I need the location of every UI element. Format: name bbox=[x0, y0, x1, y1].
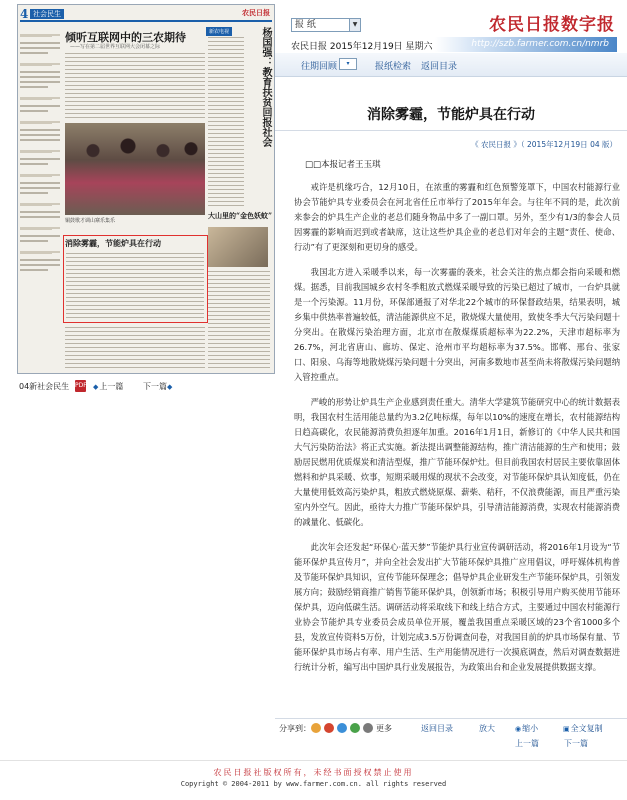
article-source: 《 农民日报 》（ 2015年12月19日 04 版） bbox=[471, 140, 617, 149]
diamond-icon: ◆ bbox=[93, 383, 99, 391]
search-type-select[interactable] bbox=[291, 18, 361, 32]
page-vertical-title[interactable]: 杨国强：教育扶贫回报社会 bbox=[260, 27, 271, 147]
article-pager bbox=[275, 736, 627, 750]
calendar-icon[interactable]: ▾ bbox=[339, 58, 357, 70]
catalog-link[interactable]: 返回目录 bbox=[421, 62, 458, 72]
page-article-text[interactable] bbox=[65, 53, 205, 119]
article-paragraph: 戒许是机缘巧合，12月10日，在浓重的雾霾和红色预警笼罩下，中国农村能源行业协会节能炉具专业委员会在河北省任丘市举行了2015年年会。与往年不同的是，此次前来参会的炉具生产企业的老总们随身物品中多了一副口罩。另外，至少有1/3的参会人员因雾霾的影响而迟到或者缺席，这让这些炉具企业的老总们对年会的主题“责任、使命、行动”有了更深刻和更切身的感受。 bbox=[294, 182, 620, 252]
page-subheadline: ——写在第二届世界互联网大会闭幕之际 bbox=[70, 44, 161, 50]
newspaper-page-image[interactable] bbox=[17, 4, 275, 374]
page-number: 4 bbox=[20, 7, 29, 21]
article-byline: □□本报记者王玉琪 bbox=[305, 160, 381, 170]
page-selected-article-text[interactable] bbox=[66, 253, 204, 319]
page-navigation bbox=[17, 380, 275, 394]
chevron-down-icon[interactable]: ▼ bbox=[349, 19, 360, 31]
back-to-catalog-link[interactable]: 返回目录 bbox=[421, 724, 453, 733]
page-right-text[interactable] bbox=[208, 37, 244, 207]
weibo-icon[interactable] bbox=[324, 723, 334, 733]
page-right-title[interactable]: 大山里的“金色妖蚊” bbox=[208, 211, 273, 220]
copy-text-link[interactable] bbox=[563, 723, 603, 734]
newspaper-search-link[interactable]: 报纸检索 bbox=[375, 62, 412, 72]
site-url-banner[interactable]: http://szb.farmer.com.cn/nmrb bbox=[435, 37, 617, 52]
article-title: 消除雾霾，节能炉具在行动 bbox=[367, 107, 535, 123]
page-headline[interactable]: 倾听互联网中的三农期待 bbox=[65, 31, 186, 44]
prev-article-link[interactable]: 上一篇 bbox=[515, 739, 539, 748]
qzone-icon[interactable] bbox=[311, 723, 321, 733]
site-brand: 农民日报数字报 bbox=[489, 15, 615, 35]
toolbar bbox=[275, 53, 627, 77]
next-article-link[interactable]: 下一篇 bbox=[564, 739, 588, 748]
page-logo: 农民日报 bbox=[242, 8, 270, 17]
pdf-icon[interactable]: PDF bbox=[75, 380, 86, 392]
article-paragraph: 严峻的形势让炉具生产企业感到责任重大。清华大学建筑节能研究中心的统计数据表明，我国农村生活用能总量约为3.2亿吨标煤，每年以10%的速度在增长，农村能源结构日趋高碳化，农民能源消费负担逐年加重。2016年1月1日，新修订的《中华人民共和国大气污染防治法》将正式实施。新法提出调整能源结构，推广清洁能源的生产和使用；鼓励居民燃用优质煤炭和清洁型煤，推广节能环保炉灶。但目前我国农村居民主要依靠固体燃料和炉具采暖、炊事，短期采暖用煤的现状不会改变，对节能环保炉具认知度低，仍在大量使用低效高污染炉具，粗放式燃烧原煤、薪柴、秸秆，不仅浪费能源，而且严重污染室内外空气。因此，亟待大力推广节能环保炉具，引导清洁能源消费，实现农村能源消费的减量化、低碳化。 bbox=[294, 397, 620, 527]
issue-date: 农民日报 2015年12月19日 星期六 bbox=[291, 42, 433, 52]
page-badge: 新农电视 bbox=[206, 27, 232, 36]
share-bar bbox=[275, 718, 627, 736]
search-icon: ◉ bbox=[515, 725, 522, 733]
search-type-value: 报 纸 bbox=[295, 20, 316, 30]
article-panel bbox=[275, 0, 627, 748]
renren-icon[interactable] bbox=[337, 723, 347, 733]
back-issues-link[interactable]: 往期回顾 bbox=[301, 62, 338, 72]
article-body bbox=[294, 180, 620, 685]
divider bbox=[275, 130, 627, 131]
article-paragraph: 此次年会还发起“环保心·蓝天梦”节能炉具行业宣传调研活动，将2016年1月设为“节能环保炉具宣传月”，并向全社会发出扩大节能环保炉具推广应用倡议，呼吁媒体机构普及节能环保炉具知识，宣传节能环保理念；倡导炉具企业研发生产节能环保炉具，引领发展方向；鼓励经销商推广销售节能环保炉具，创领新市场；积极引导用户购买使用节能环保炉具，迈向低碳生活。调研活动将采取线下和线上结合方式，主要通过中国农村能源行业协会节能炉具专业委员会成员单位开展，覆盖我国重点采暖区域的23个省1000多个县，发放宣传资料5万份，计划完成3.5万份调查问卷，对我国目前的炉具市场保有量、节能环保炉具市场占有率、用户生活、生产用能情况进行一次摸底调查，然后对调查数据进行统计分析，编写出中国炉具行业发展报告，为政策出台和企业发展提供数据支撑。 bbox=[294, 542, 620, 672]
copy-icon: ▣ bbox=[563, 725, 570, 733]
copy-label: 全文复制 bbox=[570, 724, 603, 733]
diamond-icon: ◆ bbox=[167, 383, 173, 391]
next-page-link[interactable] bbox=[143, 381, 173, 392]
prev-page-link[interactable] bbox=[93, 381, 123, 392]
next-page-label: 下一篇 bbox=[143, 382, 167, 391]
page-masthead bbox=[20, 8, 272, 22]
page-photo bbox=[65, 123, 205, 215]
shrink-font-link[interactable] bbox=[515, 723, 538, 734]
more-share-icon[interactable] bbox=[363, 723, 373, 733]
footer-rights: 农民日报社版权所有，未经书面授权禁止使用 bbox=[213, 768, 414, 777]
shrink-label: 缩小 bbox=[522, 724, 539, 733]
share-label: 分享到： bbox=[279, 724, 311, 733]
footer-copyright: Copyright © 2004-2011 by www.farmer.com.cn. all rights reserved bbox=[180, 780, 447, 788]
page-right-photo bbox=[208, 227, 268, 267]
current-page-label: 04新社会民生 bbox=[19, 382, 70, 391]
page-selected-article-title[interactable]: 消除雾霾，节能炉具在行动 bbox=[65, 238, 161, 248]
page-right-lower-text[interactable] bbox=[208, 271, 270, 369]
article-paragraph: 我国北方进入采暖季以来，每一次雾霾的袭来，社会关注的焦点都会指向采暖和燃煤。据悉，目前我国城乡农村冬季粗放式燃煤采暖导致的污染已超过了城市，一台炉具就是一个污染源。11月份，环保部通报了对华北22个城市的环保督政结果，结果表明，城乡集中供热率普遍较低，清洁能源供应不足，散烧煤大量使用，致使冬季大气污染问题十分突出。在散煤污染治理方面，北京市在散煤煤质超标率为22.2%，天津市超标率为26.7%，河北省唐山、廊坊、保定、沧州市平均超标率为37.5%。邯郸、邢台、张家口、阳泉、乌海等地散烧煤污染问题十分突出，河南多数地市甚至尚未将散煤污染问题纳入管控重点。 bbox=[294, 267, 620, 382]
share-more[interactable]: 更多 bbox=[376, 724, 392, 733]
footer-divider bbox=[0, 760, 627, 761]
kaixin-icon[interactable] bbox=[350, 723, 360, 733]
page-photo-caption: 铜鼓歌才调山寨乐集乐 bbox=[65, 218, 116, 224]
prev-page-label: 上一篇 bbox=[99, 382, 124, 391]
page-left-column[interactable] bbox=[20, 25, 60, 345]
enlarge-font-link[interactable]: 放大 bbox=[479, 724, 495, 733]
newspaper-panel bbox=[17, 4, 275, 402]
page-section: 社会民生 bbox=[30, 9, 64, 19]
page-bottom-text[interactable] bbox=[65, 327, 205, 371]
